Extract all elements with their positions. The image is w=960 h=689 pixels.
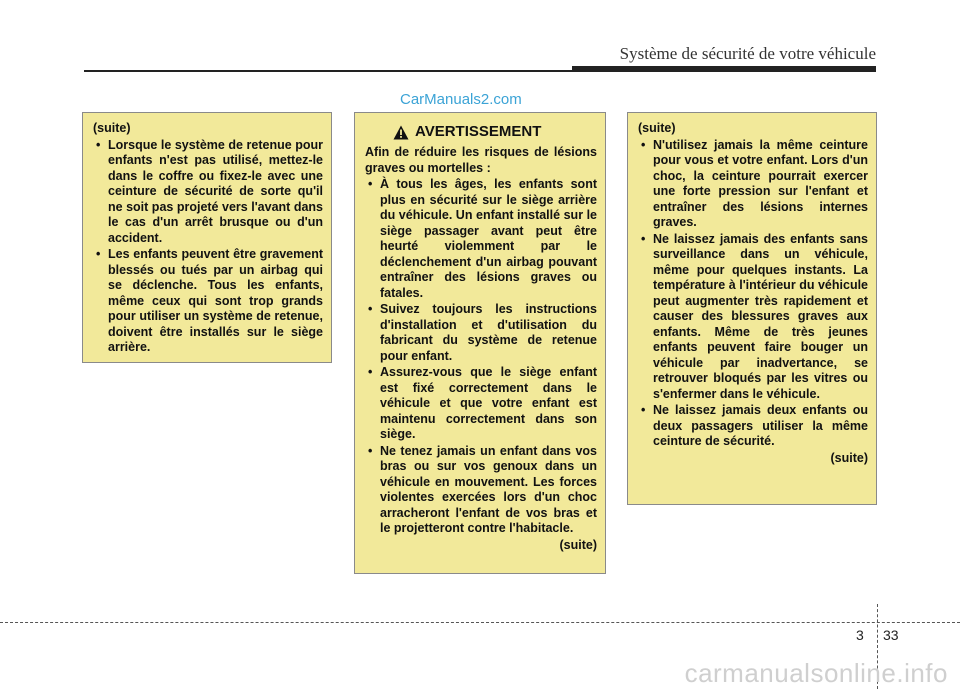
footer-dashed-rule: [0, 622, 960, 623]
list-item: • Ne laissez jamais des enfants sans surveillance dans un véhicule, même pour quelques instants. La température à l'intérieur du véhicule peut augmenter très rapidement et causer des blessures graves aux enfants. Même de très jeunes enfants peuvent faire bouger un véhicule par inadvertance, se retrouver bloqués par les vitres ou s'enfermer dans le véhicule.: [638, 232, 868, 403]
list-item: • Lorsque le système de retenue pour enfants n'est pas utilisé, mettez-le dans le coffre ou fixez-le avec une ceinture de sécurité de sorte qu'il ne soit pas projeté vers l'avant dans le cas d'un arrêt brusque ou d'un accident.: [93, 138, 323, 247]
list-item: • Suivez toujours les instructions d'installation et d'utilisation du fabricant du système de retenue pour enfant.: [365, 302, 597, 364]
list-item: • Ne tenez jamais un enfant dans vos bras ou sur vos genoux dans un véhicule en mouvement. Les forces violentes exercées lors d'un choc arracheront l'enfant de vos bras et le projetteront contre l'habitacle.: [365, 444, 597, 537]
watermark-footer: carmanualsonline.info: [684, 658, 948, 688]
bullet-list: [93, 138, 323, 356]
continued-note-box-left: [82, 112, 332, 363]
bullet-list: [638, 138, 868, 450]
bullet-list: [365, 177, 597, 537]
list-item: • À tous les âges, les enfants sont plus en sécurité sur le siège arrière du véhicule. Un enfant installé sur le siège passager avant peut être heurté violemment par le déclenchement d'un airbag pouvant entraîner des lésions graves ou fatales.: [365, 177, 597, 301]
chapter-number: 3: [856, 627, 864, 643]
page-number: 33: [883, 627, 899, 643]
list-item: • Les enfants peuvent être gravement blessés ou tués par un airbag qui se déclenche. Tous les enfants, même ceux qui sont trop grands pour utiliser un système de retenue, doivent être installés sur le siège arrière.: [93, 247, 323, 356]
list-item: • Ne laissez jamais deux enfants ou deux passagers utiliser la même ceinture de sécurité.: [638, 403, 868, 450]
warning-heading: [393, 123, 597, 141]
watermark-link[interactable]: CarManuals2.com: [400, 91, 522, 108]
continued-label: (suite): [830, 450, 868, 465]
list-item: • Assurez-vous que le siège enfant est fixé correctement dans le véhicule et que votre enfant est maintenu correctement dans son siège.: [365, 365, 597, 443]
warning-intro: Afin de réduire les risques de lésions graves ou mortelles :: [365, 145, 597, 175]
continued-label: (suite): [93, 121, 131, 135]
continued-note-box-right: [627, 112, 877, 505]
header-rule-accent: [572, 66, 876, 72]
warning-triangle-icon: [393, 125, 409, 140]
continued-label: (suite): [559, 537, 597, 552]
page-header-title: Système de sécurité de votre véhicule: [619, 44, 876, 63]
continued-label: (suite): [638, 121, 676, 135]
list-item: • N'utilisez jamais la même ceinture pour vous et votre enfant. Lors d'un choc, la ceinture pourrait exercer une forte pression sur l'enfant et entraîner des lésions internes graves.: [638, 138, 868, 231]
warning-heading-text: AVERTISSEMENT: [415, 123, 542, 140]
warning-box: [354, 112, 606, 574]
